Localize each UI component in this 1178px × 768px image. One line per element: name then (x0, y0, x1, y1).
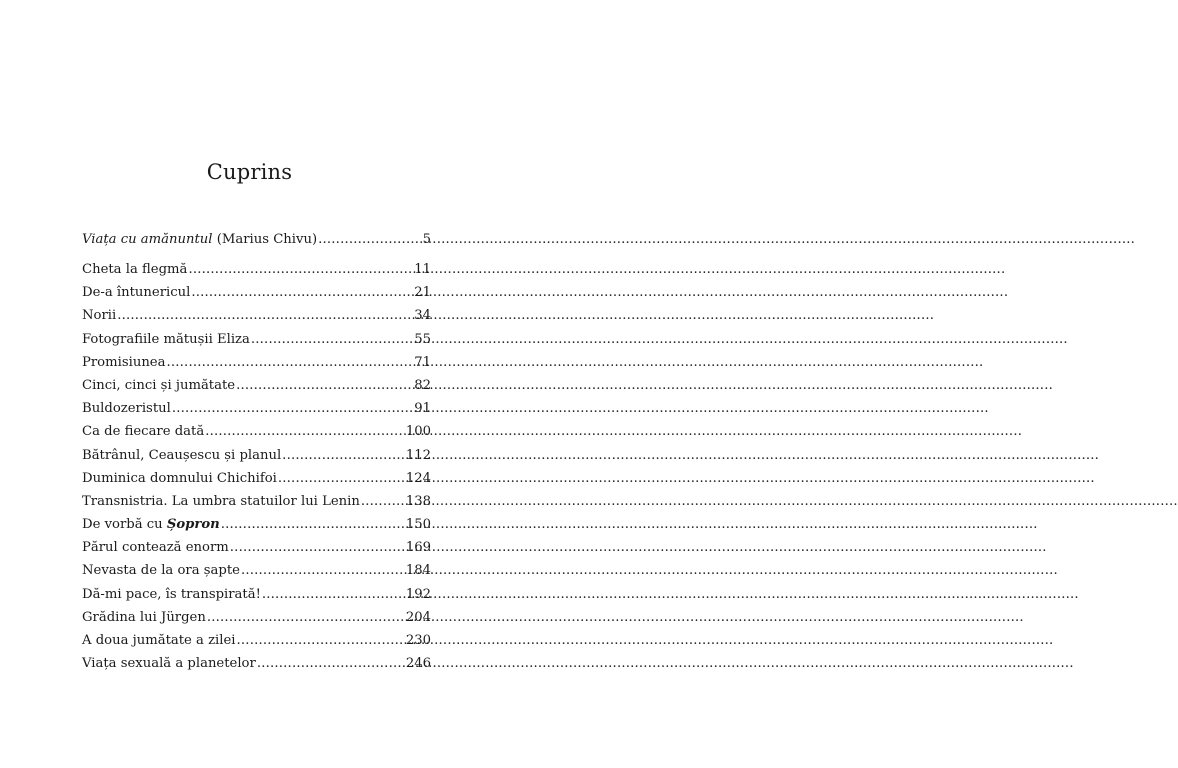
toc-row (82, 559, 431, 582)
toc-row (82, 513, 431, 536)
toc-leader-dots (205, 420, 405, 443)
toc-row (82, 536, 431, 559)
toc-leader-dots (262, 583, 405, 606)
toc-leader-dots (230, 536, 405, 559)
toc-page-number: 5 (422, 232, 431, 247)
toc-row (82, 490, 431, 513)
toc-entry-title: Transnistria. La umbra statuilor lui Lenin (82, 493, 360, 509)
toc-page-number: 138 (405, 493, 431, 509)
toc-leader-dots (172, 397, 413, 420)
toc-entry-title: Fotografiile mătușii Eliza (82, 331, 250, 347)
toc-page-number: 169 (405, 540, 431, 556)
toc-entry-title: Dă-mi pace, îs transpirată! (82, 586, 261, 602)
toc-intro-title (82, 228, 318, 251)
toc-leader-dots (361, 490, 405, 513)
toc-page-number: 192 (405, 586, 431, 602)
toc-entry-title: Grădina lui Jürgen (82, 609, 206, 625)
toc-leader-dots (318, 228, 422, 251)
toc-leader-dots (207, 606, 405, 629)
toc-leader-dots (278, 467, 405, 490)
toc-row (82, 583, 431, 606)
toc-entry-title: A doua jumătate a zilei (82, 633, 236, 648)
toc-leader-dots (191, 281, 413, 304)
toc-page-number: 11 (414, 262, 431, 277)
toc-entry-title: Buldozeristul (82, 401, 171, 417)
toc-page-number: 230 (405, 633, 431, 648)
toc-row (82, 420, 431, 443)
toc-page-number: 34 (414, 308, 431, 324)
toc-page-number: 150 (405, 517, 431, 533)
toc-entry-title: Duminica domnului Chichifoi (82, 470, 277, 486)
toc-row (82, 629, 431, 652)
page-title: Cuprins (206, 160, 293, 184)
toc-page-number: 71 (414, 354, 431, 370)
toc-row (82, 652, 431, 675)
toc-page-number: 124 (405, 470, 431, 486)
toc-entry-title-emphasis: Șopron (166, 517, 220, 533)
toc-row (82, 328, 431, 351)
toc-leader-dots (251, 328, 413, 351)
toc-row (82, 606, 431, 629)
toc-entry-title: Părul contează enorm (82, 540, 229, 556)
toc-intro-title-author: (Marius Chivu) (212, 232, 318, 247)
toc-page-number: 55 (414, 331, 431, 347)
toc-entry-title: Norii (82, 308, 117, 324)
toc-row (82, 467, 431, 490)
toc-entry-title: Cheta la flegmă (82, 262, 188, 277)
toc-row (82, 304, 431, 327)
toc-entry-title: Bătrânul, Ceaușescu și planul (82, 447, 282, 463)
toc-leader-dots (257, 652, 405, 675)
toc-leader-dots (241, 559, 405, 582)
toc-entry-title: Ca de fiecare dată (82, 424, 205, 440)
toc-list (82, 258, 431, 675)
toc-entry-title: Cinci, cinci și jumătate (82, 377, 236, 393)
toc-leader-dots (221, 513, 405, 536)
toc-page-number: 91 (414, 401, 431, 417)
toc-leader-dots (282, 444, 405, 467)
toc-row-intro (82, 228, 431, 251)
toc-intro-title-italic: Viața cu amănuntul (82, 232, 213, 247)
toc-row (82, 397, 431, 420)
toc-page-number: 184 (405, 563, 431, 579)
toc-entry-title: De-a întunericul (82, 285, 191, 301)
toc-leader-dots (166, 351, 413, 374)
toc-row (82, 281, 431, 304)
toc-page-number: 204 (405, 609, 431, 625)
toc-entry-title (82, 513, 221, 536)
toc-row (82, 351, 431, 374)
toc-leader-dots (188, 258, 413, 281)
toc-page-number: 100 (405, 424, 431, 440)
toc-entry-title: Nevasta de la ora șapte (82, 563, 240, 579)
toc-page-number: 21 (414, 285, 431, 301)
toc-leader-dots (117, 304, 413, 327)
toc-entry-title-plain: De vorbă cu (82, 517, 167, 533)
toc-leader-dots (236, 374, 413, 397)
toc-page-number: 246 (405, 656, 431, 672)
toc-intro (82, 228, 431, 251)
toc-entry-title: Promisiunea (82, 354, 166, 370)
toc-row (82, 444, 431, 467)
toc-row (82, 258, 431, 281)
toc-row (82, 374, 431, 397)
toc-page-number: 82 (414, 377, 431, 393)
toc-leader-dots (237, 629, 405, 652)
toc-entry-title: Viața sexuală a planetelor (82, 656, 256, 672)
toc-page-number: 112 (405, 447, 431, 463)
